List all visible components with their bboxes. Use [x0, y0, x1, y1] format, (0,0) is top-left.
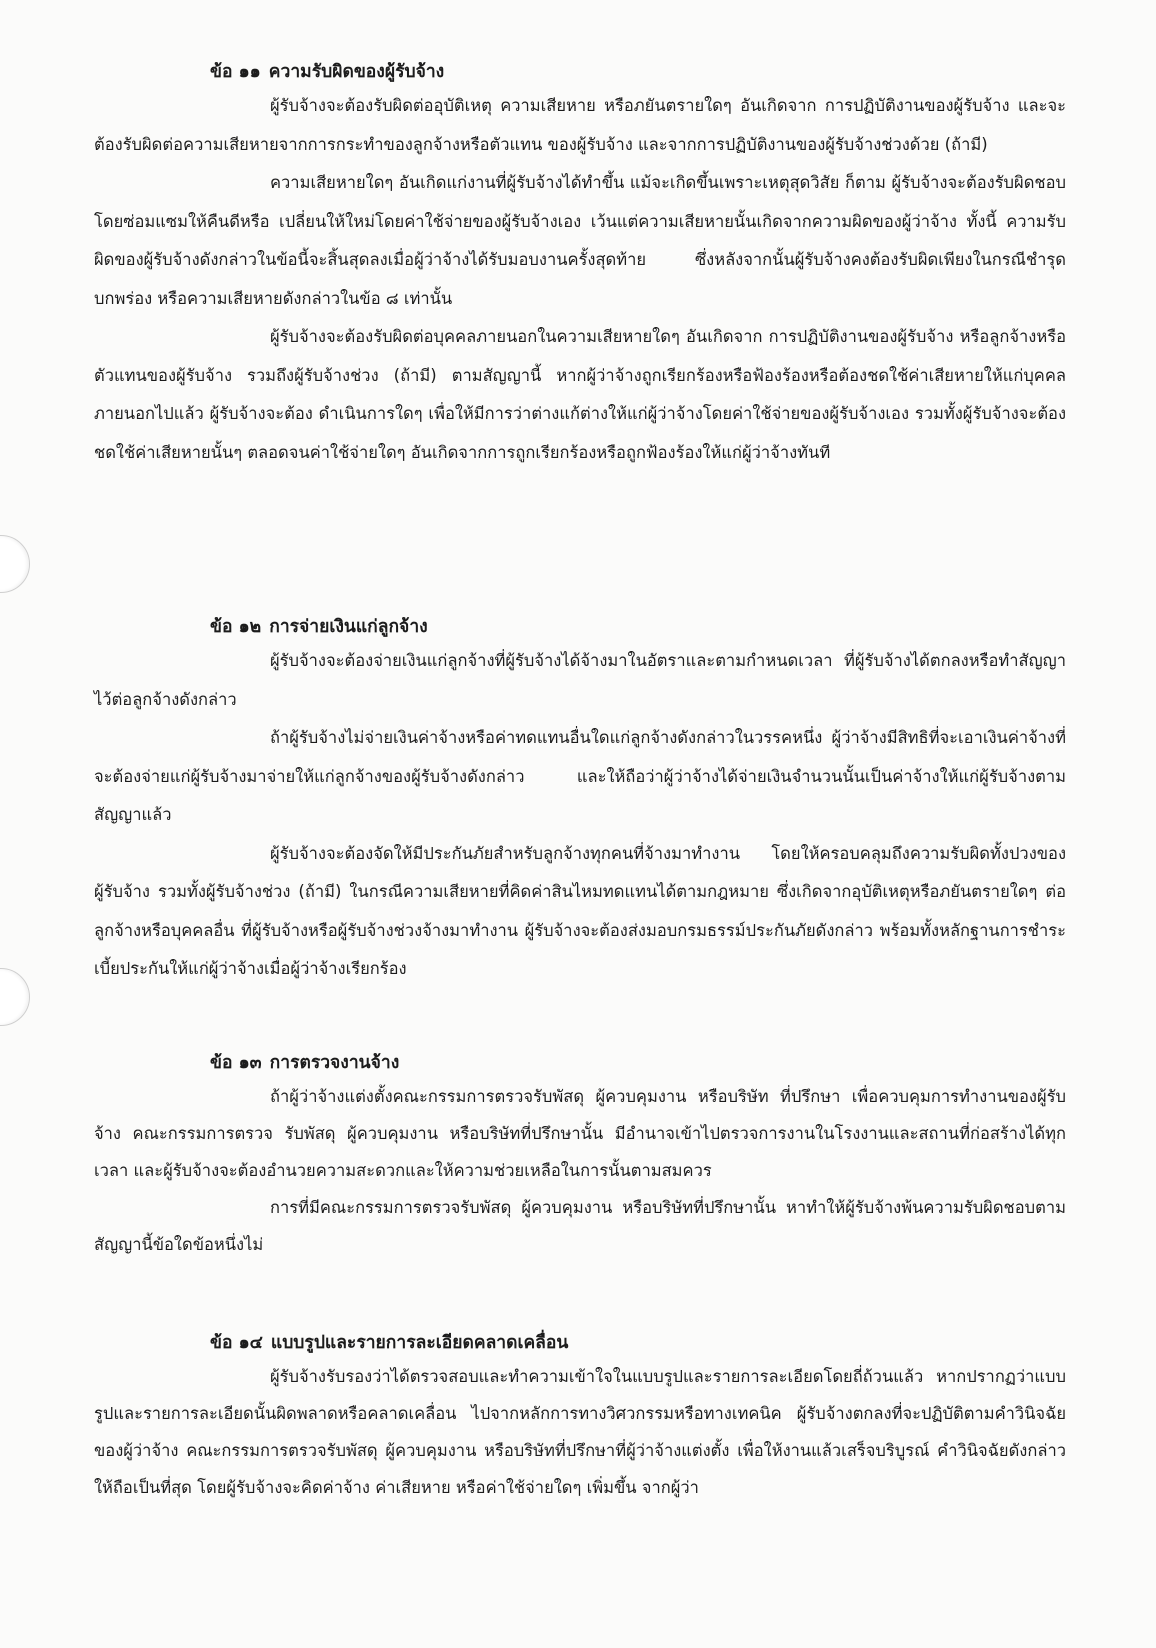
clause-paragraph: ผู้รับจ้างจะต้องจัดให้มีประกันภัยสำหรับลูกจ้างทุกคนที่จ้างมาทำงาน โดยให้ครอบคลุมถึงความรับผิดทั้งปวงของผู้รับจ้าง รวมทั้งผู้รับจ้างช่วง (ถ้ามี) ในกรณีความเสียหายที่คิดค่าสินไหมทดแทนได้ตามกฎหมาย ซึ่งเกิดจากอุบัติเหตุหรือภยันตรายใดๆ ต่อลูกจ้างหรือบุคคลอื่น ที่ผู้รับจ้างหรือผู้รับจ้างช่วงจ้างมาทำงาน ผู้รับจ้างจะต้องส่งมอบกรมธรรม์ประกันภัยดังกล่าว พร้อมทั้งหลักฐานการชำระเบี้ยประกันให้แก่ผู้ว่าจ้างเมื่อผู้ว่าจ้างเรียกร้อง [94, 843, 1066, 978]
clause-14 [94, 1328, 1066, 1506]
clause-title: การตรวจงานจ้าง [269, 1053, 400, 1073]
clause-12 [94, 612, 1066, 989]
clause-paragraph: ถ้าผู้รับจ้างไม่จ่ายเงินค่าจ้างหรือค่าทดแทนอื่นใดแก่ลูกจ้างดังกล่าวในวรรคหนึ่ง ผู้ว่าจ้างมีสิทธิที่จะเอาเงินค่าจ้างที่จะต้องจ่ายแก่ผู้รับจ้างมาจ่ายให้แก่ลูกจ้างของผู้รับจ้างดังกล่าว และให้ถือว่าผู้ว่าจ้างได้จ่ายเงินจำนวนนั้นเป็นค่าจ้างให้แก่ผู้รับจ้างตามสัญญาแล้ว [94, 728, 1066, 824]
clause-title: ความรับผิดของผู้รับจ้าง [268, 62, 445, 82]
clause-heading [210, 1328, 1066, 1358]
clause-number: ข้อ ๑๓ [210, 1053, 262, 1073]
clause-paragraph: ผู้รับจ้างจะต้องจ่ายเงินแก่ลูกจ้างที่ผู้รับจ้างได้จ้างมาในอัตราและตามกำหนดเวลา ที่ผู้รับจ้างได้ตกลงหรือทำสัญญาไว้ต่อลูกจ้างดังกล่าว [94, 651, 1066, 709]
clause-number: ข้อ ๑๔ [210, 1333, 263, 1353]
clause-paragraph: การที่มีคณะกรรมการตรวจรับพัสดุ ผู้ควบคุมงาน หรือบริษัทที่ปรึกษานั้น หาทำให้ผู้รับจ้างพ้นความรับผิดชอบตามสัญญานี้ข้อใดข้อหนึ่งไม่ [94, 1198, 1066, 1254]
clause-paragraph: ถ้าผู้ว่าจ้างแต่งตั้งคณะกรรมการตรวจรับพัสดุ ผู้ควบคุมงาน หรือบริษัท ที่ปรึกษา เพื่อควบคุมการทำงานของผู้รับจ้าง คณะกรรมการตรวจ รับพัสดุ ผู้ควบคุมงาน หรือบริษัทที่ปรึกษานั้น มีอำนาจเข้าไปตรวจการงานในโรงงานและสถานที่ก่อสร้างได้ทุกเวลา และผู้รับจ้างจะต้องอำนวยความสะดวกและให้ความช่วยเหลือในการนั้นตามสมควร [94, 1087, 1066, 1180]
clause-paragraph: ผู้รับจ้างจะต้องรับผิดต่อบุคคลภายนอกในความเสียหายใดๆ อันเกิดจาก การปฏิบัติงานของผู้รับจ้าง หรือลูกจ้างหรือตัวแทนของผู้รับจ้าง รวมถึงผู้รับจ้างช่วง (ถ้ามี) ตามสัญญานี้ หากผู้ว่าจ้างถูกเรียกร้องหรือฟ้องร้องหรือต้องชดใช้ค่าเสียหายให้แก่บุคคลภายนอกไปแล้ว ผู้รับจ้างจะต้อง ดำเนินการใดๆ เพื่อให้มีการว่าต่างแก้ต่างให้แก่ผู้ว่าจ้างโดยค่าใช้จ่ายของผู้รับจ้างเอง รวมทั้งผู้รับจ้างจะต้องชดใช้ค่าเสียหายนั้นๆ ตลอดจนค่าใช้จ่ายใดๆ อันเกิดจากการถูกเรียกร้องหรือถูกฟ้องร้องให้แก่ผู้ว่าจ้างทันที [94, 327, 1066, 462]
clause-heading [210, 1048, 1066, 1078]
punch-hole [0, 968, 30, 1026]
clause-heading [210, 612, 1066, 642]
punch-hole [0, 535, 30, 593]
clause-title: แบบรูปและรายการละเอียดคลาดเคลื่อน [270, 1333, 569, 1353]
clause-13 [94, 1048, 1066, 1263]
clause-number: ข้อ ๑๑ [210, 62, 261, 82]
clause-11 [94, 57, 1066, 472]
clause-heading [210, 57, 1066, 87]
clause-paragraph: ผู้รับจ้างรับรองว่าได้ตรวจสอบและทำความเข้าใจในแบบรูปและรายการละเอียดโดยถี่ถ้วนแล้ว หากปรากฏว่าแบบรูปและรายการละเอียดนั้นผิดพลาดหรือคลาดเคลื่อน ไปจากหลักการทางวิศวกรรมหรือทางเทคนิค ผู้รับจ้างตกลงที่จะปฏิบัติตามคำวินิจฉัยของผู้ว่าจ้าง คณะกรรมการตรวจรับพัสดุ ผู้ควบคุมงาน หรือบริษัทที่ปรึกษาที่ผู้ว่าจ้างแต่งตั้ง เพื่อให้งานแล้วเสร็จบริบูรณ์ คำวินิจฉัยดังกล่าวให้ถือเป็นที่สุด โดยผู้รับจ้างจะคิดค่าจ้าง ค่าเสียหาย หรือค่าใช้จ่ายใดๆ เพิ่มขึ้น จากผู้ว่า [94, 1367, 1066, 1497]
clause-title: การจ่ายเงินแก่ลูกจ้าง [269, 617, 428, 637]
clause-number: ข้อ ๑๒ [210, 617, 262, 637]
clause-paragraph: ผู้รับจ้างจะต้องรับผิดต่ออุบัติเหตุ ความเสียหาย หรือภยันตรายใดๆ อันเกิดจาก การปฏิบัติงานของผู้รับจ้าง และจะต้องรับผิดต่อความเสียหายจากการกระทำของลูกจ้างหรือตัวแทน ของผู้รับจ้าง และจากการปฏิบัติงานของผู้รับจ้างช่วงด้วย (ถ้ามี) [94, 96, 1066, 154]
clause-paragraph: ความเสียหายใดๆ อันเกิดแก่งานที่ผู้รับจ้างได้ทำขึ้น แม้จะเกิดขึ้นเพราะเหตุสุดวิสัย ก็ตาม ผู้รับจ้างจะต้องรับผิดชอบโดยซ่อมแซมให้คืนดีหรือ เปลี่ยนให้ใหม่โดยค่าใช้จ่ายของผู้รับจ้างเอง เว้นแต่ความเสียหายนั้นเกิดจากความผิดของผู้ว่าจ้าง ทั้งนี้ ความรับผิดของผู้รับจ้างดังกล่าวในข้อนี้จะสิ้นสุดลงเมื่อผู้ว่าจ้างได้รับมอบงานครั้งสุดท้าย ซึ่งหลังจากนั้นผู้รับจ้างคงต้องรับผิดเพียงในกรณีชำรุดบกพร่อง หรือความเสียหายดังกล่าวในข้อ ๘ เท่านั้น [94, 173, 1066, 308]
